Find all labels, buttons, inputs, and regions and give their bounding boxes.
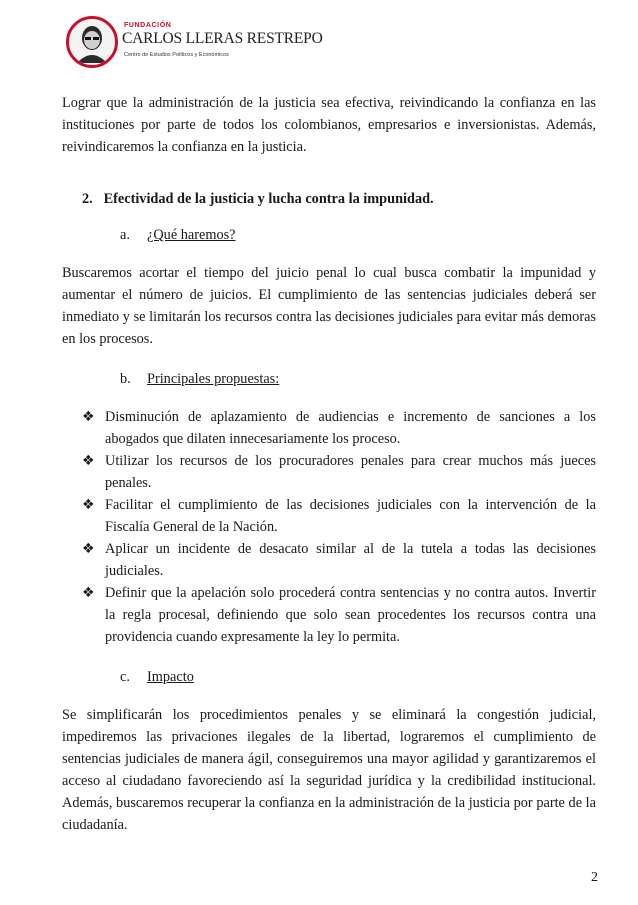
list-item: [62, 494, 596, 538]
diamond-bullet-icon: ❖: [82, 541, 95, 557]
subheading-c: [120, 666, 596, 688]
foundation-logo: [66, 12, 323, 74]
subheading-a-letter: a.: [120, 227, 130, 243]
logo-name-text: CARLOS LLERAS RESTREPO: [122, 30, 323, 47]
list-item-text: Definir que la apelación solo procederá contra sentencias y no contra autos. Invertir la regla procesal, definiendo que solo sean procedentes los recursos contra una providencia cuando expresamente la ley lo permita.: [105, 585, 596, 645]
diamond-bullet-icon: ❖: [82, 497, 95, 513]
list-item-text: Facilitar el cumplimiento de las decisiones judiciales con la intervención de la Fiscalía General de la Nación.: [105, 497, 596, 535]
section-number: 2.: [82, 191, 93, 207]
subheading-a: [120, 224, 596, 246]
logo-fundacion-text: FUNDACIÓN: [124, 22, 172, 29]
intro-paragraph: Lograr que la administración de la justicia sea efectiva, reivindicando la confianza en las instituciones por parte de todos los colombianos, empresarios e inversionistas. Además, reivindicaremos la confianza en la justicia.: [62, 95, 596, 155]
document-body: [62, 92, 596, 854]
logo-subtitle-text: Centro de Estudios Políticos y Económicos: [124, 52, 229, 58]
subheading-c-title: Impacto: [147, 669, 194, 685]
diamond-bullet-icon: ❖: [82, 585, 95, 601]
paragraph-c: Se simplificarán los procedimientos penales y se eliminará la congestión judicial, impediremos las privaciones ilegales de la libertad, lograremos el cumplimiento de sentencias judiciales de manera ágil, conseguiremos una mayor agilidad y garantizaremos el acceso al ciudadano favoreciendo así la seguridad jurídica y la credibilidad institucional. Además, buscaremos recuperar la confianza en la administración de la justicia por parte de la ciudadanía.: [62, 707, 596, 833]
subheading-b: [120, 368, 596, 390]
diamond-bullet-icon: ❖: [82, 453, 95, 469]
paragraph-a: Buscaremos acortar el tiempo del juicio penal lo cual busca combatir la impunidad y aumentar el número de juicios. El cumplimiento de las sentencias judiciales deberá ser inmediato y se limitarán los recursos contra las decisiones judiciales para evitar más demoras en los procesos.: [62, 265, 596, 347]
proposals-list: [62, 406, 596, 648]
subheading-c-letter: c.: [120, 669, 130, 685]
logo-emblem: [66, 16, 118, 68]
list-item-text: Utilizar los recursos de los procuradores penales para crear muchos más jueces penales.: [105, 453, 596, 491]
diamond-bullet-icon: ❖: [82, 409, 95, 425]
subheading-b-letter: b.: [120, 371, 131, 387]
list-item: [62, 538, 596, 582]
list-item: [62, 450, 596, 494]
list-item: [62, 406, 596, 450]
page-number: 2: [591, 870, 598, 885]
portrait-icon: [73, 23, 111, 63]
subheading-a-title: ¿Qué haremos?: [147, 227, 236, 243]
subheading-b-title: Principales propuestas:: [147, 371, 280, 387]
section-heading: [82, 188, 596, 210]
section-title: Efectividad de la justicia y lucha contra la impunidad.: [103, 191, 434, 207]
list-item-text: Disminución de aplazamiento de audiencias e incremento de sanciones a los abogados que dilaten innecesariamente los proceso.: [105, 409, 596, 447]
list-item: [62, 582, 596, 648]
list-item-text: Aplicar un incidente de desacato similar al de la tutela a todas las decisiones judiciales.: [105, 541, 596, 579]
